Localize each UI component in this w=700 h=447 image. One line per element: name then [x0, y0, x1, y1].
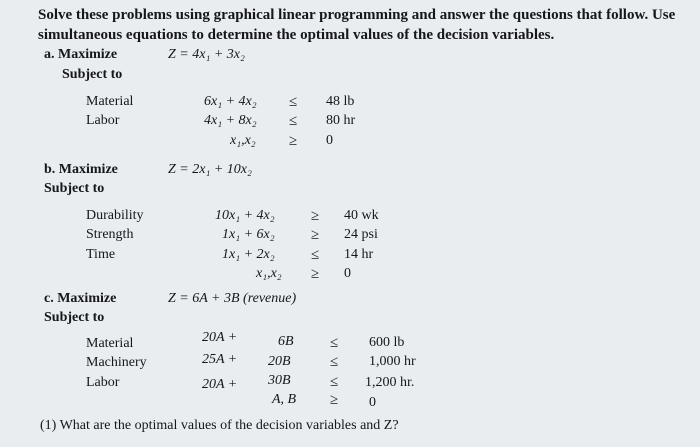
constraint-lhs: 10x₁ + 4x₂	[215, 208, 275, 223]
constraint-lhs: 30B	[268, 373, 291, 388]
question-1: (1) What are the optimal values of the decision variables and Z?	[40, 418, 399, 433]
nonnegativity-lhs: x₁,x₂	[256, 266, 282, 281]
problem-c-subject-to: Subject to	[44, 310, 105, 325]
constraint-operator: ≤	[330, 354, 339, 370]
constraint-rhs: 0	[344, 266, 351, 281]
constraint-lhs: 6B	[278, 334, 294, 349]
problem-b-objective: Z = 2x₁ + 10x₂	[168, 162, 252, 177]
intro-line-1: Solve these problems using graphical linear programming and answer the questions that follow. Use	[38, 7, 676, 23]
constraint-rhs: 1,000 hr	[369, 354, 416, 369]
constraint-operator: ≥	[289, 133, 298, 149]
constraint-operator: ≥	[330, 392, 339, 408]
constraint-name: Time	[86, 247, 116, 262]
constraint-lhs: 20B	[268, 354, 291, 369]
constraint-name: Durability	[86, 208, 144, 223]
constraint-name: Machinery	[86, 355, 147, 370]
constraint-lhs: 1x₁ + 2x₂	[222, 247, 275, 262]
constraint-rhs: 0	[369, 395, 376, 410]
problem-a-subject-to: Subject to	[62, 67, 123, 82]
problem-a-label: a. Maximize	[44, 47, 118, 62]
constraint-name: Material	[86, 94, 134, 109]
problem-a-objective: Z = 4x₁ + 3x₂	[168, 47, 245, 62]
constraint-name: Labor	[86, 113, 120, 128]
constraint-name: Material	[86, 336, 134, 351]
intro-line-2: simultaneous equations to determine the optimal values of the decision variables.	[38, 27, 555, 43]
constraint-rhs: 24 psi	[344, 227, 378, 242]
constraint-rhs: 40 wk	[344, 208, 379, 223]
constraint-operator: ≥	[311, 227, 320, 243]
constraint-name: Labor	[86, 375, 120, 390]
constraint-operator: ≤	[330, 374, 339, 390]
constraint-operator: ≤	[289, 94, 298, 110]
nonnegativity-lhs: x₁,x₂	[230, 133, 256, 148]
constraint-rhs: 1,200 hr.	[365, 375, 415, 390]
constraint-lhs: 25A +	[202, 352, 238, 367]
constraint-operator: ≤	[330, 335, 339, 351]
constraint-operator: ≤	[289, 113, 298, 129]
constraint-rhs: 14 hr	[344, 247, 374, 262]
nonnegativity-lhs: A, B	[272, 392, 297, 407]
constraint-rhs: 0	[326, 133, 333, 148]
constraint-operator: ≥	[311, 208, 320, 224]
constraint-rhs: 48 lb	[326, 94, 355, 109]
constraint-lhs: 20A +	[202, 377, 238, 392]
problem-c-label: c. Maximize	[44, 291, 117, 306]
constraint-rhs: 80 hr	[326, 113, 356, 128]
constraint-operator: ≥	[311, 266, 320, 282]
constraint-lhs: 20A +	[202, 330, 238, 345]
constraint-lhs: 4x₁ + 8x₂	[204, 113, 257, 128]
constraint-lhs: 6x₁ + 4x₂	[204, 94, 257, 109]
constraint-rhs: 600 lb	[369, 335, 405, 350]
constraint-operator: ≤	[311, 247, 320, 263]
problem-c-objective: Z = 6A + 3B (revenue)	[168, 291, 297, 306]
problem-b-label: b. Maximize	[44, 162, 118, 177]
problem-b-subject-to: Subject to	[44, 181, 105, 196]
constraint-name: Strength	[86, 227, 134, 242]
constraint-lhs: 1x₁ + 6x₂	[222, 227, 275, 242]
